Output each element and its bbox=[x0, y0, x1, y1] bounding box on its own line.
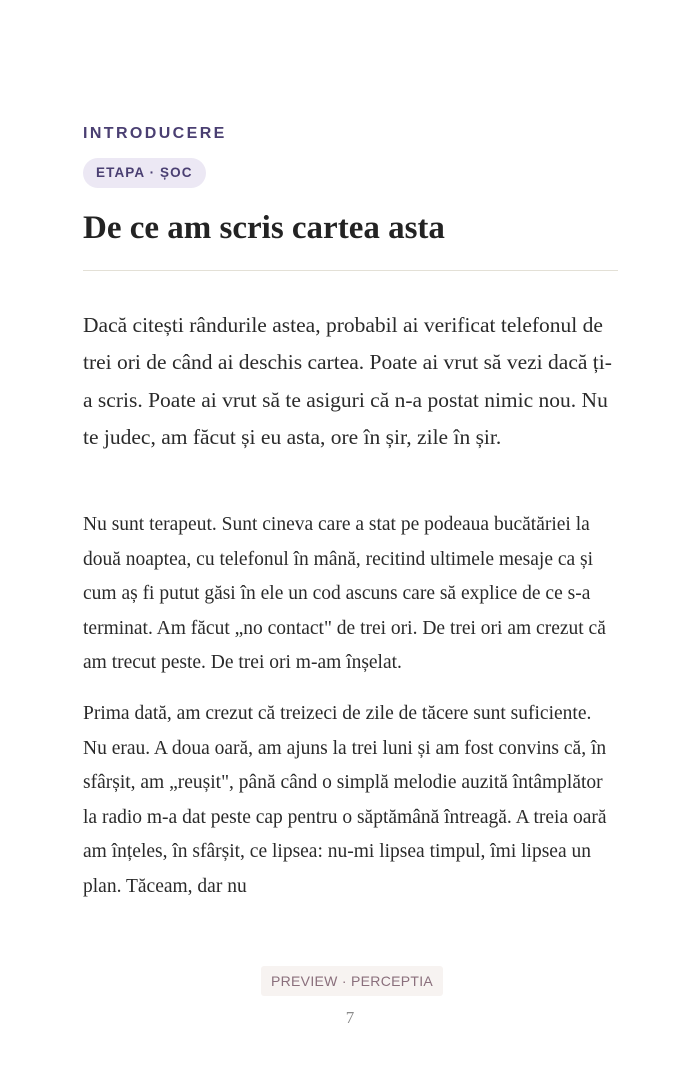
page-number: 7 bbox=[345, 1008, 355, 1027]
chapter-title: De ce am scris cartea asta bbox=[83, 210, 445, 246]
body-paragraph-1: Nu sunt terapeut. Sunt cineva care a stat pe podeaua bucătăriei la două noaptea, cu telefonul în mână, recitind ultimele mesaje ca și cum aș fi putut găsi în ele un cod ascuns care să explice de ce s-a terminat. Am făcut „no contact" de trei ori. De trei ori am crezut că am trecut peste. De trei ori m-am înșelat. bbox=[83, 514, 606, 674]
lead-paragraph: Dacă citești rândurile astea, probabil ai verificat telefonul de trei ori de când ai deschis cartea. Poate ai vrut să vezi dacă ți-a scris. Poate ai vrut să te asiguri că n-a postat nimic nou. Nu te judec, am făcut și eu asta, ore în șir, zile în șir. bbox=[83, 313, 612, 450]
section-label: INTRODUCERE bbox=[83, 125, 227, 142]
stage-badge: ETAPA · ȘOC bbox=[83, 158, 206, 188]
body-paragraph-2: Prima dată, am crezut că treizeci de zile de tăcere sunt suficiente. Nu erau. A doua oară, am ajuns la trei luni și am fost convins că, în sfârșit, am „reușit", până când o simplă melodie auzită întâmplător la radio m-a dat peste cap pentru o săptămână întreagă. A treia oară am înțeles, în sfârșit, ce lipsea: nu-mi lipsea timpul, îmi lipsea un plan. Tăceam, dar nu bbox=[83, 703, 607, 897]
preview-tag: PREVIEW · PERCEPTIA bbox=[261, 966, 443, 996]
title-divider bbox=[83, 270, 618, 271]
